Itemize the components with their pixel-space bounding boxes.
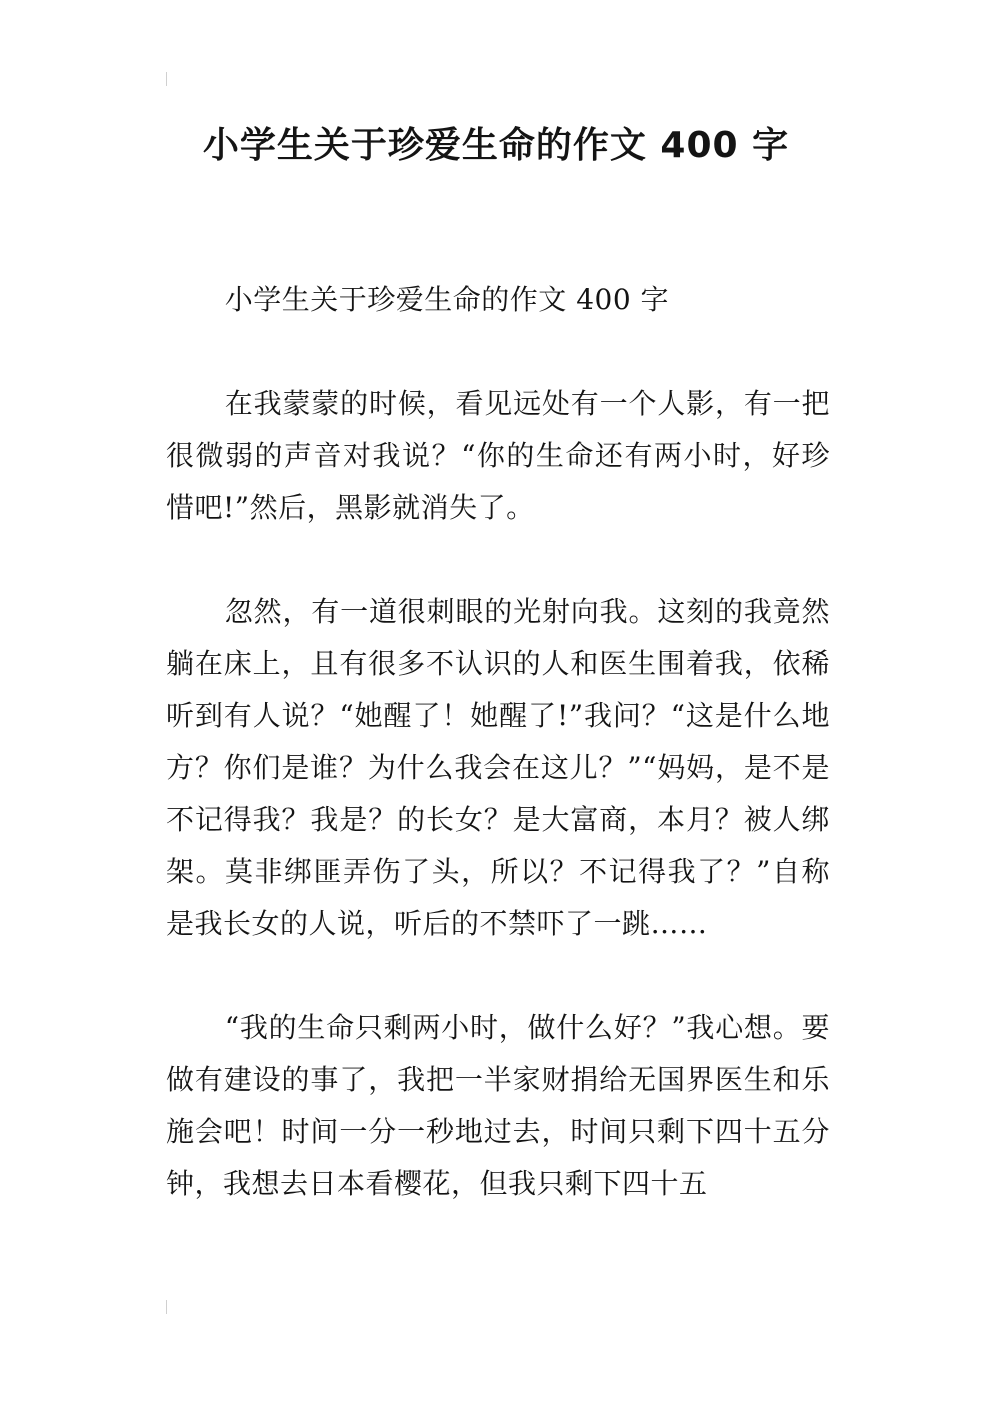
document-title: 小学生关于珍爱生命的作文 400 字 <box>202 125 790 166</box>
paragraph-1: 在我蒙蒙的时候，看见远处有一个人影，有一把很微弱的声音对我说？“你的生命还有两小时，好珍惜吧!”然后，黑影就消失了。 <box>166 387 830 524</box>
document-subtitle: 小学生关于珍爱生命的作文 400 字 <box>224 283 670 316</box>
paragraph-3: “我的生命只剩两小时，做什么好？”我心想。要做有建设的事了，我把一半家财捐给无国界医生和乐施会吧！时间一分一秒地过去，时间只剩下四十五分钟，我想去日本看樱花，但我只剩下四十五 <box>166 1011 830 1200</box>
paragraph-2: 忽然，有一道很刺眼的光射向我。这刻的我竟然躺在床上，且有很多不认识的人和医生围着我，依稀听到有人说？“她醒了！她醒了!”我问？“这是什么地方？你们是谁？为什么我会在这儿？”“妈妈，是不是不记得我？我是？的长女？是大富商，本月？被人绑架。莫非绑匪弄伤了头，所以？不记得我了？”自称是我长女的人说，听后的不禁吓了一跳…… <box>166 595 830 940</box>
document-body <box>166 274 830 1262</box>
page-corner-mark-top <box>166 72 167 86</box>
page-corner-mark-bottom <box>166 1300 167 1314</box>
